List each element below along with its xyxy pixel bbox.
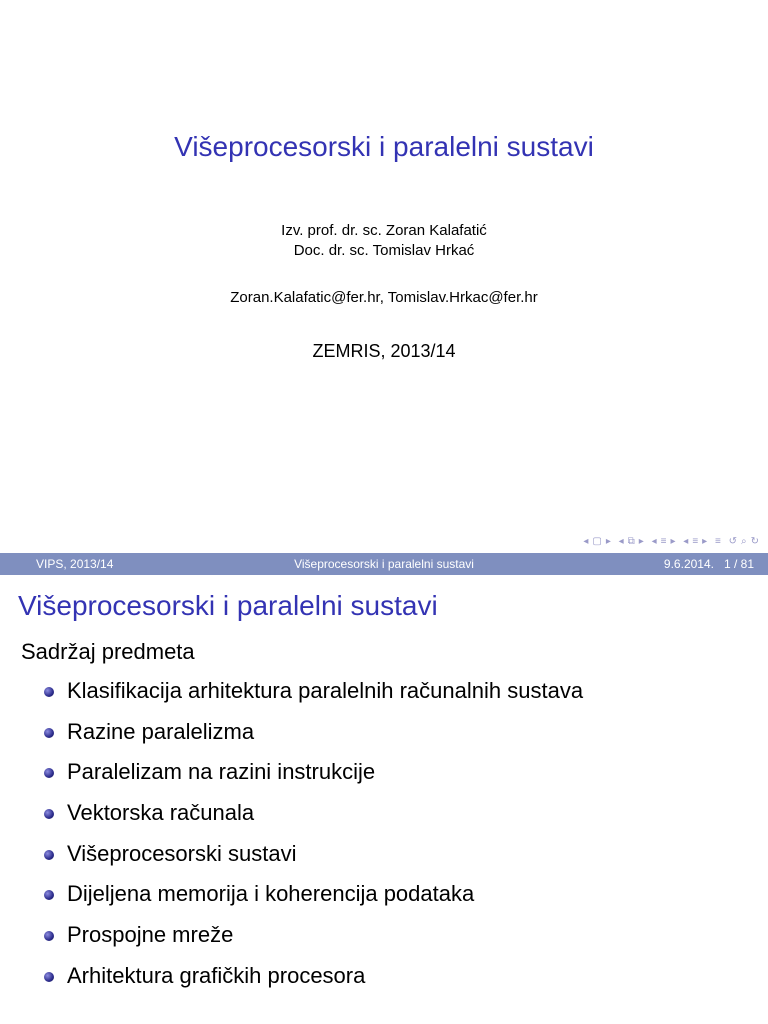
nav-search-icon[interactable]: ⌕ bbox=[741, 536, 748, 547]
list-item-text: Klasifikacija arhitektura paralelnih računalnih sustava bbox=[67, 678, 584, 703]
bullet-icon bbox=[44, 728, 54, 738]
author-emails: Zoran.Kalafatic@fer.hr, Tomislav.Hrkac@fer.hr bbox=[230, 289, 538, 306]
nav-forward-icon[interactable]: ↻ bbox=[750, 536, 760, 547]
nav-frame-icon[interactable]: ⧉ bbox=[627, 536, 636, 547]
content-slide bbox=[0, 575, 768, 1024]
nav-next-slide-icon[interactable]: ▸ bbox=[605, 536, 612, 547]
author-1: Izv. prof. dr. sc. Zoran Kalafatić bbox=[281, 222, 487, 239]
footline-date: 9.6.2014. bbox=[663, 557, 714, 571]
beamer-navigation bbox=[580, 536, 760, 547]
footline-short-title: VIPS, 2013/14 bbox=[36, 557, 114, 571]
list-item-text: Razine paralelizma bbox=[67, 718, 255, 744]
bullet-icon bbox=[44, 931, 54, 941]
presentation-title: Višeprocesorski i paralelni sustavi bbox=[174, 131, 594, 162]
nav-prev-subsection-icon[interactable]: ◂ bbox=[651, 536, 658, 547]
nav-back-icon[interactable]: ↺ bbox=[728, 536, 738, 547]
list-item-text: Prospojne mreže bbox=[67, 922, 234, 948]
author-2: Doc. dr. sc. Tomislav Hrkać bbox=[293, 242, 475, 259]
list-item bbox=[44, 922, 583, 963]
nav-subsection-icon[interactable]: ≡ bbox=[660, 536, 668, 547]
footline-title: Višeprocesorski i paralelni sustavi bbox=[294, 557, 474, 571]
nav-next-subsection-icon[interactable]: ▸ bbox=[670, 536, 677, 547]
nav-next-frame-icon[interactable]: ▸ bbox=[638, 536, 645, 547]
block-title: Sadržaj predmeta bbox=[21, 639, 195, 664]
list-item-text: Vektorska računala bbox=[67, 800, 255, 826]
list-item-text: Višeprocesorski sustavi bbox=[67, 840, 297, 866]
footline-page-number: 1 / 81 bbox=[723, 557, 754, 571]
authors bbox=[0, 221, 768, 261]
list-item-text: Arhitektura grafičkih procesora bbox=[67, 962, 366, 988]
list-item bbox=[44, 759, 583, 800]
nav-section-icon[interactable]: ≡ bbox=[692, 536, 700, 547]
bullet-icon bbox=[44, 768, 54, 778]
bullet-icon bbox=[44, 972, 54, 982]
footline-date-page bbox=[654, 557, 754, 571]
list-item bbox=[44, 881, 583, 922]
frame-title: Višeprocesorski i paralelni sustavi bbox=[18, 590, 438, 621]
nav-next-section-icon[interactable]: ▸ bbox=[702, 536, 709, 547]
institute-year: ZEMRIS, 2013/14 bbox=[312, 341, 456, 361]
list-item bbox=[44, 678, 583, 719]
topic-list bbox=[44, 678, 583, 1004]
nav-prev-frame-icon[interactable]: ◂ bbox=[618, 536, 625, 547]
footline-bar bbox=[0, 553, 768, 575]
list-item bbox=[44, 841, 583, 882]
bullet-icon bbox=[44, 809, 54, 819]
bullet-icon bbox=[44, 850, 54, 860]
list-item-text: Paralelizam na razini instrukcije bbox=[67, 759, 376, 785]
bullet-icon bbox=[44, 687, 54, 697]
nav-document-icon[interactable]: ≡ bbox=[714, 536, 722, 547]
list-item-text: Dijeljena memorija i koherencija podataka bbox=[67, 881, 475, 907]
nav-slide-icon[interactable]: ▢ bbox=[592, 536, 603, 547]
list-item bbox=[44, 800, 583, 841]
list-item bbox=[44, 719, 583, 760]
list-item bbox=[44, 963, 583, 1004]
bullet-icon bbox=[44, 890, 54, 900]
nav-prev-slide-icon[interactable]: ◂ bbox=[583, 536, 590, 547]
nav-prev-section-icon[interactable]: ◂ bbox=[683, 536, 690, 547]
